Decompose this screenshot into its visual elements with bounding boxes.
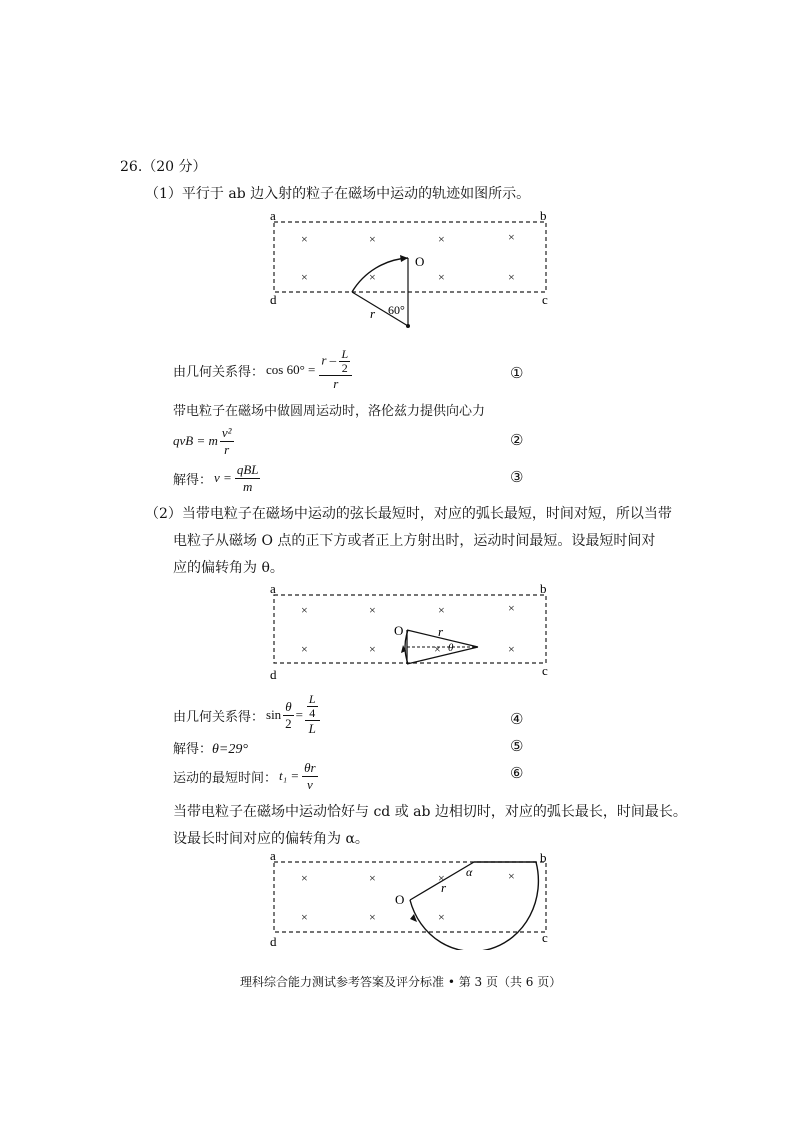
equation-3-lhs: v = — [214, 470, 232, 485]
field-mark: × — [434, 642, 441, 656]
arrow-head-icon — [400, 255, 408, 262]
corner-b: b — [540, 850, 547, 865]
fraction-denominator: v — [307, 776, 313, 792]
field-mark: × — [438, 871, 445, 885]
equation-3-prefix: 解得： — [173, 472, 213, 488]
page-footer: 理科综合能力测试参考答案及评分标准 • 第 3 页（共 6 页） — [240, 975, 562, 989]
equation-5 — [173, 738, 248, 758]
equation-5-tag: ⑤ — [510, 737, 524, 755]
field-mark: × — [301, 871, 308, 885]
field-boundary — [274, 595, 546, 663]
part2-line-2: 电粒子从磁场 O 点的正下方或者正上方射出时，运动时间最短。设最短时间对 — [173, 533, 656, 549]
corner-d: d — [270, 292, 277, 307]
field-mark: × — [301, 603, 308, 617]
part2-line-1: （2）当带电粒子在磁场中运动的弦长最短时，对应的弧长最短，时间对短，所以当带 — [145, 506, 672, 522]
point-o-label: O — [415, 254, 425, 269]
fraction-denominator: 2 — [285, 715, 292, 731]
fraction-numerator: θr — [304, 759, 316, 775]
fraction-denominator: r — [333, 376, 339, 391]
part2-line-5: 设最长时间对应的偏转角为 α。 — [173, 831, 369, 847]
inner-fraction — [307, 693, 318, 720]
equation-1-fraction — [319, 348, 352, 392]
field-mark: × — [369, 603, 376, 617]
part1-intro: （1）平行于 ab 边入射的粒子在磁场中运动的轨迹如图所示。 — [145, 186, 531, 202]
equation-6-prefix: 运动的最短时间： — [173, 770, 278, 786]
corner-d: d — [270, 667, 277, 682]
figure-3 — [262, 850, 562, 950]
trajectory-arc — [352, 258, 408, 292]
equation-6 — [173, 756, 318, 796]
field-mark: × — [508, 869, 515, 883]
equation-4-sin: sin — [266, 707, 282, 722]
equation-1-lhs: cos 60° = — [266, 362, 316, 377]
equation-6-fraction — [302, 760, 317, 793]
equation-2-lhs: qvB = m — [173, 433, 218, 448]
equation-2-tag: ② — [510, 431, 524, 449]
equation-4-fraction — [305, 693, 320, 737]
field-marks — [301, 601, 515, 656]
corner-c: c — [542, 663, 548, 678]
part2-line-3: 应的偏转角为 θ。 — [173, 560, 284, 576]
field-mark: × — [369, 642, 376, 656]
equals-sign: = — [295, 707, 303, 722]
corner-b: b — [540, 210, 547, 223]
field-mark: × — [369, 871, 376, 885]
corner-d: d — [270, 934, 277, 949]
inner-denominator: 2 — [341, 361, 348, 375]
field-mark: × — [438, 232, 445, 246]
angle-label: θ — [448, 642, 454, 654]
trajectory-arc — [410, 862, 538, 950]
part2-line-4: 当带电粒子在磁场中运动恰好与 cd 或 ab 边相切时，对应的弧长最长，时间最长。 — [173, 804, 687, 820]
field-mark: × — [369, 270, 376, 284]
equation-1 — [173, 345, 352, 395]
question-number — [120, 156, 207, 176]
equation-3-tag: ③ — [510, 468, 524, 486]
question-number-text: 26. — [120, 159, 143, 175]
field-boundary — [274, 222, 546, 292]
field-mark: × — [508, 601, 515, 615]
equation-4-tag: ④ — [510, 710, 524, 728]
center-point — [406, 324, 410, 328]
lorentz-text: 带电粒子在磁场中做圆周运动时，洛伦兹力提供向心力 — [173, 404, 486, 419]
field-mark: × — [301, 270, 308, 284]
equation-1-prefix: 由几何关系得： — [173, 364, 265, 380]
equation-4-prefix: 由几何关系得： — [173, 709, 265, 725]
angle-label: 60° — [388, 303, 405, 317]
inner-numerator: L — [341, 347, 349, 361]
fraction-denominator: r — [224, 441, 230, 457]
field-marks — [301, 869, 515, 924]
inner-numerator: L — [308, 692, 316, 706]
equation-6-tag: ⑥ — [510, 764, 524, 782]
point-o-label: O — [395, 892, 405, 907]
corner-c: c — [542, 930, 548, 945]
figure-1 — [262, 210, 562, 330]
field-mark: × — [508, 270, 515, 284]
equation-5-expr: θ=29° — [212, 742, 248, 757]
radius-lower — [407, 647, 478, 664]
radius-label: r — [438, 624, 444, 639]
field-mark: × — [508, 642, 515, 656]
equation-3 — [173, 460, 260, 496]
field-mark: × — [438, 910, 445, 924]
field-mark: × — [369, 910, 376, 924]
equation-2 — [173, 423, 234, 459]
fraction-numerator — [319, 348, 352, 376]
corner-c: c — [542, 292, 548, 307]
field-mark: × — [301, 910, 308, 924]
field-boundary — [274, 862, 546, 932]
question-points: （20 分） — [142, 159, 207, 175]
fraction-denominator: m — [242, 478, 253, 494]
fraction-numerator: θ — [285, 698, 292, 714]
corner-a: a — [270, 850, 276, 863]
fraction-denominator: L — [308, 721, 316, 736]
radius-label: r — [441, 880, 447, 895]
field-mark: × — [301, 232, 308, 246]
field-mark: × — [438, 603, 445, 617]
corner-b: b — [540, 583, 547, 596]
fraction-numerator: qBL — [236, 461, 259, 477]
corner-a: a — [270, 210, 276, 223]
equation-6-lhs: t₁ = — [279, 768, 300, 783]
field-mark: × — [438, 270, 445, 284]
point-o-label: O — [394, 623, 404, 638]
equation-5-prefix: 解得： — [173, 742, 213, 757]
figure-2 — [262, 583, 562, 683]
numerator-r: r – — [321, 352, 337, 368]
equation-1-tag: ① — [510, 364, 524, 382]
field-mark: × — [301, 642, 308, 656]
equation-4 — [173, 690, 320, 740]
field-mark: × — [369, 232, 376, 246]
field-mark: × — [508, 230, 515, 244]
inner-denominator: 4 — [309, 706, 316, 720]
corner-a: a — [270, 583, 276, 596]
equation-2-fraction — [220, 425, 234, 458]
fraction-numerator — [305, 693, 320, 721]
angle-label: α — [466, 865, 473, 879]
fraction-numerator: v² — [221, 424, 232, 440]
inner-fraction — [339, 348, 350, 375]
equation-3-fraction — [235, 462, 261, 495]
half-angle-fraction — [283, 699, 293, 732]
radius-label: r — [370, 306, 376, 321]
